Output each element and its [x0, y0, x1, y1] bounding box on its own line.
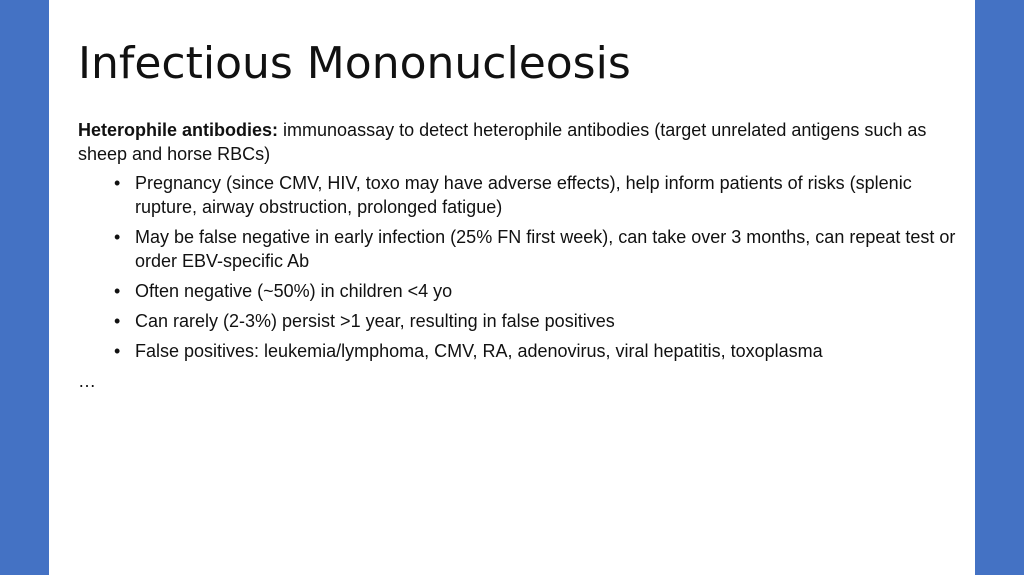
bullet-dot-icon: •	[114, 173, 121, 193]
left-side-bar	[0, 0, 49, 575]
bullet-dot-icon: •	[114, 227, 121, 247]
bullet-item	[114, 225, 958, 273]
slide-body	[78, 118, 958, 393]
slide	[49, 0, 975, 575]
intro-text: immunoassay to detect heterophile antibodies (target unrelated antigens such as sheep and horse RBCs)	[78, 120, 927, 164]
bullet-dot-icon: •	[114, 311, 121, 331]
right-side-bar	[975, 0, 1024, 575]
bullet-text: Can rarely (2-3%) persist >1 year, resulting in false positives	[135, 311, 615, 331]
bullet-dot-icon: •	[114, 341, 121, 361]
bullet-text: Pregnancy (since CMV, HIV, toxo may have adverse effects), help inform patients of risks (splenic rupture, airway obstruction, prolonged fatigue)	[135, 173, 912, 217]
bullet-dot-icon: •	[114, 281, 121, 301]
bullet-text: Often negative (~50%) in children <4 yo	[135, 281, 453, 301]
bullet-item	[114, 339, 958, 363]
intro-term: Heterophile antibodies:	[78, 120, 279, 140]
bullet-item	[114, 171, 958, 219]
bullet-text: False positives: leukemia/lymphoma, CMV, RA, adenovirus, viral hepatitis, toxoplasma	[135, 341, 823, 361]
bullet-list	[78, 171, 958, 363]
bullet-item	[114, 309, 958, 333]
continuation-ellipsis: …	[78, 371, 96, 391]
bullet-item	[114, 279, 958, 303]
intro-paragraph	[78, 118, 958, 166]
bullet-text: May be false negative in early infection (25% FN first week), can take over 3 months, can repeat test or order EBV-specific Ab	[135, 227, 956, 271]
slide-title: Infectious Mononucleosis	[78, 38, 631, 89]
